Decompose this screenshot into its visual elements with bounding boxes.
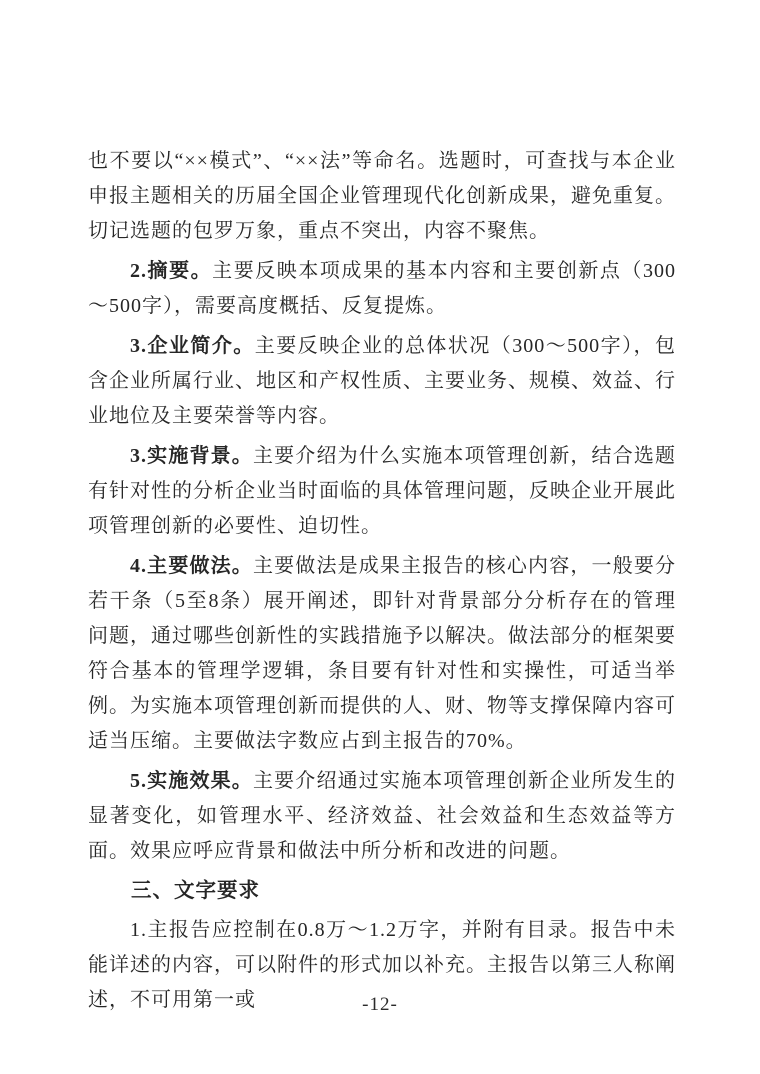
paragraph-lead: 三、文字要求	[131, 880, 261, 902]
paragraph-lead: 4.主要做法。	[130, 555, 253, 577]
paragraph-text: 主要做法是成果主报告的核心内容，一般要分若干条（5至8条）展开阐述，即针对背景部分分析存在的管理问题，通过哪些创新性的实践措施予以解决。做法部分的框架要符合基本的管理学逻辑，条目要有针对性和实操性，可适当举例。为实施本项管理创新而提供的人、财、物等支撑保障内容可适当压缩。主要做法字数应占到主报告的70%。	[88, 555, 677, 752]
paragraph-lead: 5.实施效果。	[130, 770, 253, 792]
paragraph	[88, 874, 676, 909]
paragraph	[88, 439, 676, 544]
paragraph	[88, 764, 676, 869]
paragraph-text: 1.主报告应控制在0.8万～1.2万字，并附有目录。报告中未能详述的内容，可以附件的形式加以补充。主报告以第三人称阐述，不可用第一或	[88, 919, 676, 1011]
paragraph	[88, 254, 676, 324]
paragraph	[88, 144, 676, 249]
page-number: -12-	[362, 994, 398, 1015]
paragraph-text: 主要反映企业的总体状况（300～500字），包含企业所属行业、地区和产权性质、主要业务、规模、效益、行业地位及主要荣誉等内容。	[88, 335, 676, 427]
paragraph-lead: 3.实施背景。	[130, 445, 253, 467]
document-text-block	[88, 144, 676, 1023]
paragraph	[88, 549, 676, 759]
paragraph-lead: 2.摘要。	[130, 260, 213, 282]
paragraph-text: 主要反映本项成果的基本内容和主要创新点（300～500字），需要高度概括、反复提炼。	[88, 260, 677, 317]
paragraph-text: 也不要以“××模式”、“××法”等命名。选题时，可查找与本企业申报主题相关的历届全国企业管理现代化创新成果，避免重复。切记选题的包罗万象，重点不突出，内容不聚焦。	[88, 150, 676, 242]
paragraph-lead: 3.企业简介。	[130, 335, 255, 357]
paragraph-text: 主要介绍通过实施本项管理创新企业所发生的显著变化，如管理水平、经济效益、社会效益和生态效益等方面。效果应呼应背景和做法中所分析和改进的问题。	[88, 770, 677, 862]
paragraph	[88, 329, 676, 434]
paragraph-text: 主要介绍为什么实施本项管理创新，结合选题有针对性的分析企业当时面临的具体管理问题，反映企业开展此项管理创新的必要性、迫切性。	[88, 445, 677, 537]
